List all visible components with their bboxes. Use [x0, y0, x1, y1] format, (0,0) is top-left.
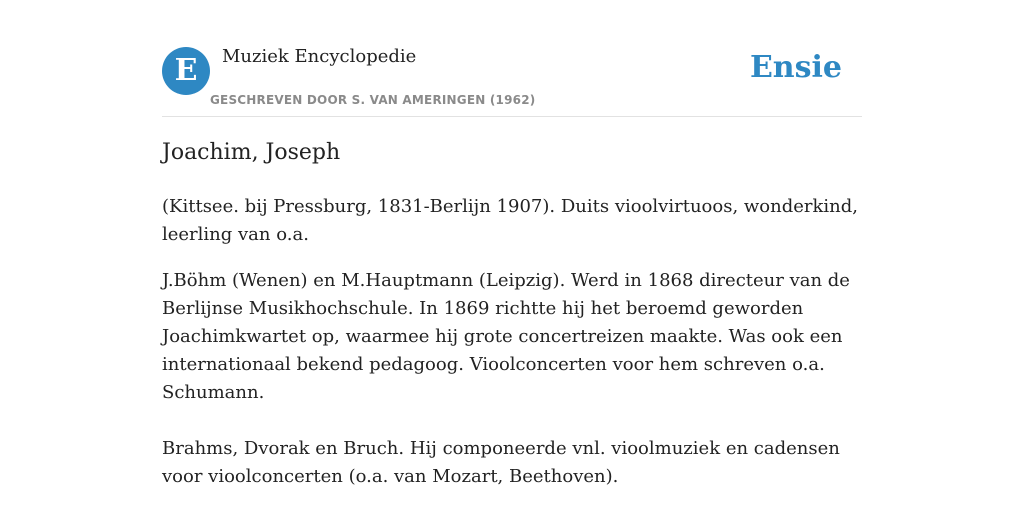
article-paragraph: J.Böhm (Wenen) en M.Hauptmann (Leipzig). Werd in 1868 directeur van de Berlijnse Musikhochschule. In 1869 richtte hij het beroemd geworden Joachimkwartet op, waarmee hij grote concertreizen maakte. Was ook een internationaal bekend pedagoog. Vioolconcerten voor hem schreven o.a. Schumann. — [162, 270, 850, 403]
ensie-logo-icon[interactable]: E — [162, 47, 210, 95]
article-paragraph: Brahms, Dvorak en Bruch. Hij componeerde vnl. vioolmuziek en cadensen voor vioolconcerten (o.a. van Mozart, Beethoven). — [162, 438, 840, 487]
page — [162, 0, 862, 512]
article-title: Joachim, Joseph — [162, 140, 341, 165]
author-byline: GESCHREVEN DOOR S. VAN AMERINGEN (1962) — [210, 93, 536, 107]
article-paragraph: (Kittsee. bij Pressburg, 1831-Berlijn 1907). Duits vioolvirtuoos, wonderkind, leerling van o.a. — [162, 196, 859, 245]
brand-logo[interactable]: Ensie — [749, 50, 842, 85]
encyclopedia-title[interactable]: Muziek Encyclopedie — [222, 46, 417, 67]
header — [162, 0, 862, 117]
